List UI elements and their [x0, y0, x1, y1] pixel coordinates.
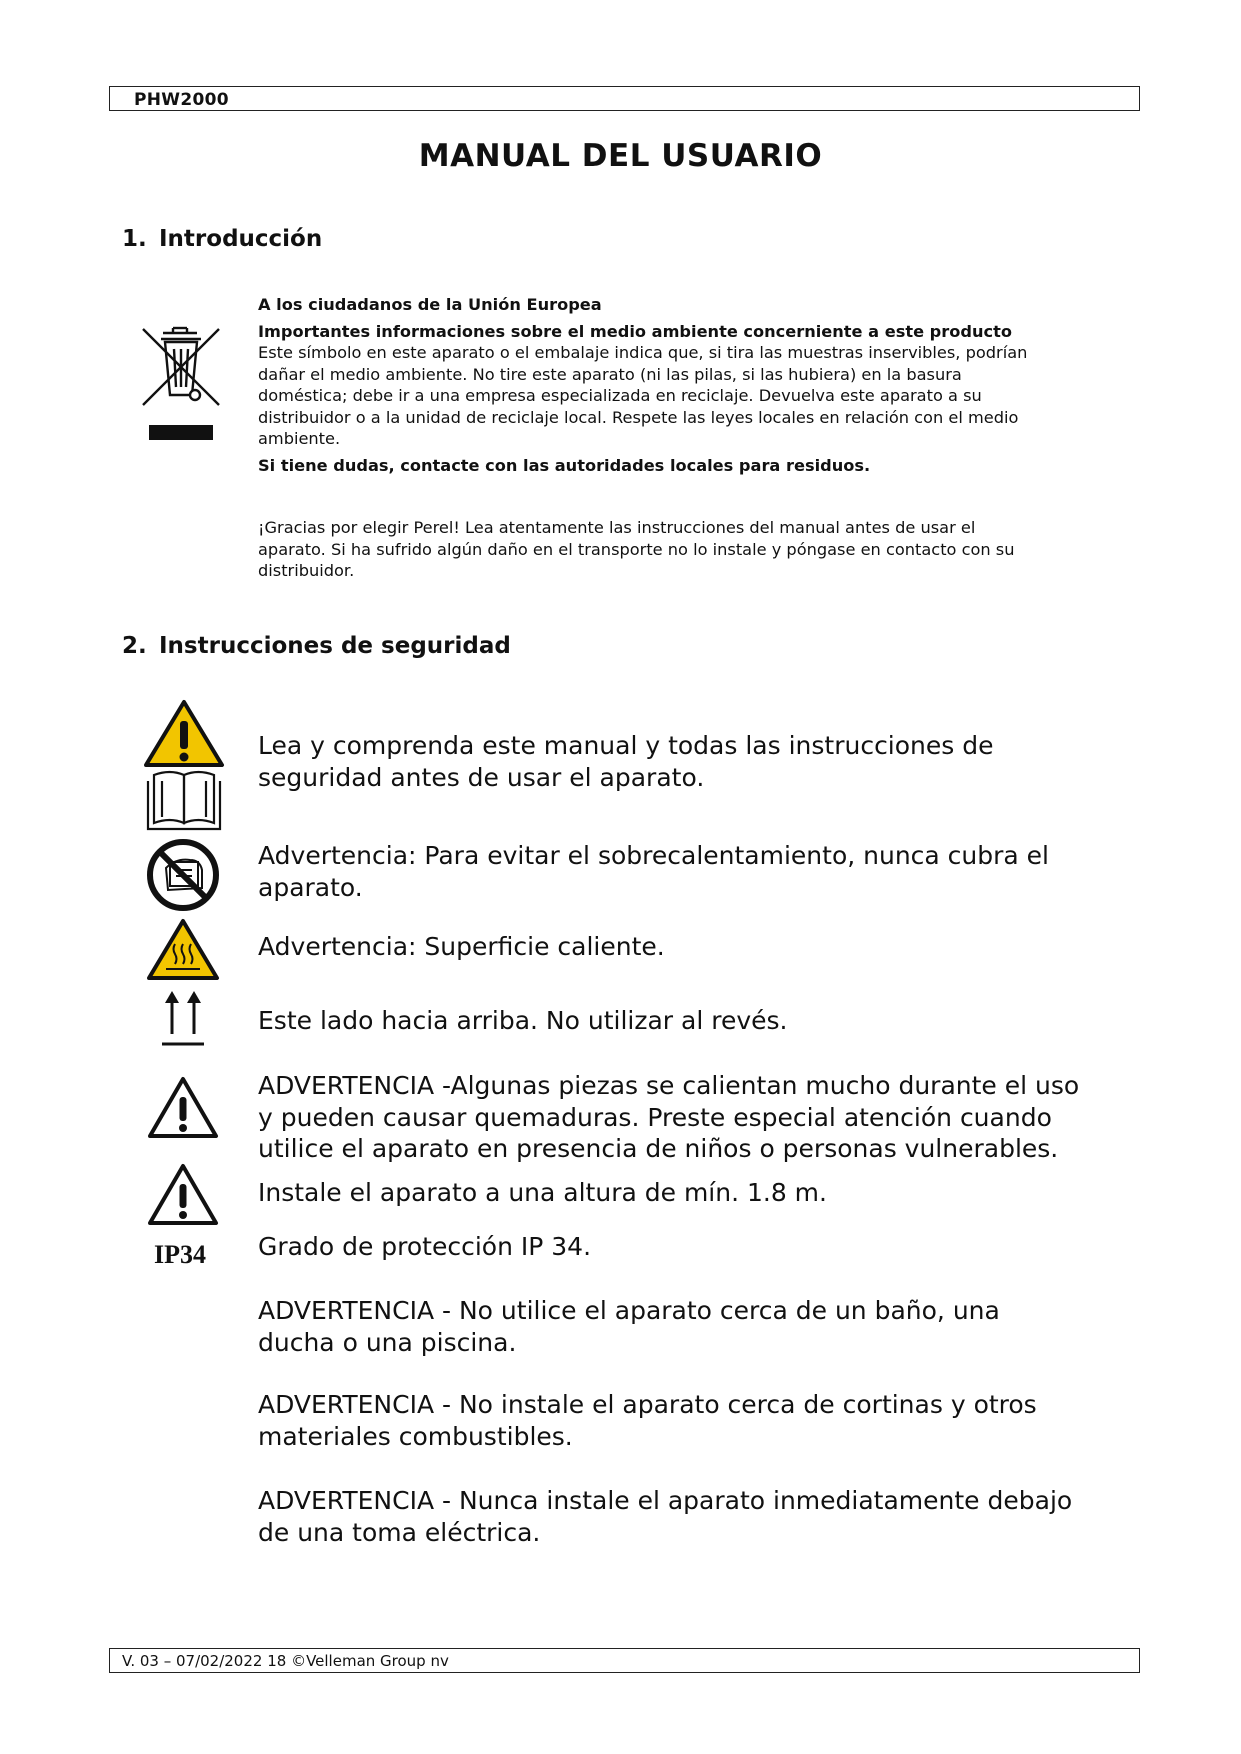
safety-line: seguridad antes de usar el aparato.	[258, 762, 705, 792]
thanks-line: aparato. Si ha sufrido algún daño en el transporte no lo instale y póngase en contacto con su	[258, 539, 1015, 559]
safety-line: Grado de protección IP 34.	[258, 1232, 592, 1261]
section-title: Instrucciones de seguridad	[159, 633, 511, 659]
section-number: 2.	[122, 633, 147, 659]
env-line: distribuidor o a la unidad de reciclaje local. Respete las leyes locales en relación con el medio	[258, 407, 1019, 427]
ip-rating-label: IP34	[154, 1240, 206, 1269]
hot-surface-icon	[146, 918, 220, 982]
safety-item-read-manual	[258, 730, 1118, 793]
this-side-up-icon	[160, 990, 206, 1048]
safety-line: Advertencia: Superficie caliente.	[258, 932, 665, 961]
do-not-cover-icon	[146, 838, 220, 912]
page-title: MANUAL DEL USUARIO	[418, 138, 823, 174]
weee-crossed-bin-icon	[139, 325, 223, 445]
env-line: doméstica; debe ir a una empresa especializada en reciclaje. Devuelva este aparato a su	[258, 386, 982, 405]
footer-text: V. 03 – 07/02/2022 18 ©Velleman Group nv	[122, 1652, 449, 1670]
warning-icon	[146, 1162, 220, 1228]
safety-item-ip-rating	[258, 1231, 1118, 1263]
safety-line: ducha o una piscina.	[258, 1327, 517, 1357]
safety-item-socket-warning	[258, 1485, 1118, 1548]
safety-line: ADVERTENCIA - No instale el aparato cerca de cortinas y otros	[258, 1390, 1037, 1419]
page-header	[109, 86, 1140, 111]
section-number: 1.	[122, 226, 147, 252]
environment-heading: Importantes informaciones sobre el medio ambiente concerniente a este producto	[258, 321, 1012, 341]
safety-line: y pueden causar quemaduras. Preste especial atención cuando	[258, 1102, 1052, 1132]
env-line: ambiente.	[258, 429, 341, 448]
page-footer	[109, 1648, 1140, 1673]
eu-heading: A los ciudadanos de la Unión Europea	[258, 295, 602, 314]
section-title: Introducción	[159, 226, 323, 252]
safety-line: Lea y comprenda este manual y todas las instrucciones de	[258, 731, 994, 760]
safety-line: ADVERTENCIA -Algunas piezas se calientan mucho durante el uso	[258, 1071, 1080, 1100]
thanks-paragraph	[258, 517, 1108, 582]
read-manual-icon	[142, 699, 226, 835]
safety-line: Advertencia: Para evitar el sobrecalentamiento, nunca cubra el	[258, 841, 1050, 870]
safety-item-do-not-cover	[258, 840, 1118, 903]
safety-line: aparato.	[258, 872, 363, 902]
warning-icon	[146, 1075, 220, 1141]
safety-line: materiales combustibles.	[258, 1421, 573, 1451]
safety-item-burn-warning	[258, 1070, 1118, 1165]
section-heading-introduction	[122, 226, 322, 252]
safety-item-hot-surface	[258, 931, 1118, 963]
env-line: Este símbolo en este aparato o el embalaje indica que, si tira las muestras inservibles, podrían	[258, 343, 1028, 362]
thanks-line: ¡Gracias por elegir Perel! Lea atentamente las instrucciones del manual antes de usar el	[258, 518, 976, 537]
doubt-notice: Si tiene dudas, contacte con las autoridades locales para residuos.	[258, 455, 871, 475]
safety-item-this-side-up	[258, 1005, 1118, 1037]
thanks-line: distribuidor.	[258, 561, 355, 580]
safety-item-curtains-warning	[258, 1389, 1118, 1452]
safety-item-install-height	[258, 1177, 1118, 1209]
safety-line: Instale el aparato a una altura de mín. 1.8 m.	[258, 1178, 827, 1207]
safety-line: ADVERTENCIA - No utilice el aparato cerca de un baño, una	[258, 1296, 1000, 1325]
safety-line: Este lado hacia arriba. No utilizar al revés.	[258, 1006, 788, 1035]
env-line: dañar el medio ambiente. No tire este aparato (ni las pilas, si las hubiera) en la basura	[258, 364, 962, 384]
safety-line: ADVERTENCIA - Nunca instale el aparato inmediatamente debajo	[258, 1486, 1073, 1515]
model-number: PHW2000	[134, 90, 229, 110]
safety-item-bathroom-warning	[258, 1295, 1118, 1358]
eu-environment-notice	[258, 294, 1108, 476]
section-heading-safety	[122, 633, 511, 659]
safety-line: de una toma eléctrica.	[258, 1517, 541, 1547]
safety-line: utilice el aparato en presencia de niños o personas vulnerables.	[258, 1134, 1059, 1163]
